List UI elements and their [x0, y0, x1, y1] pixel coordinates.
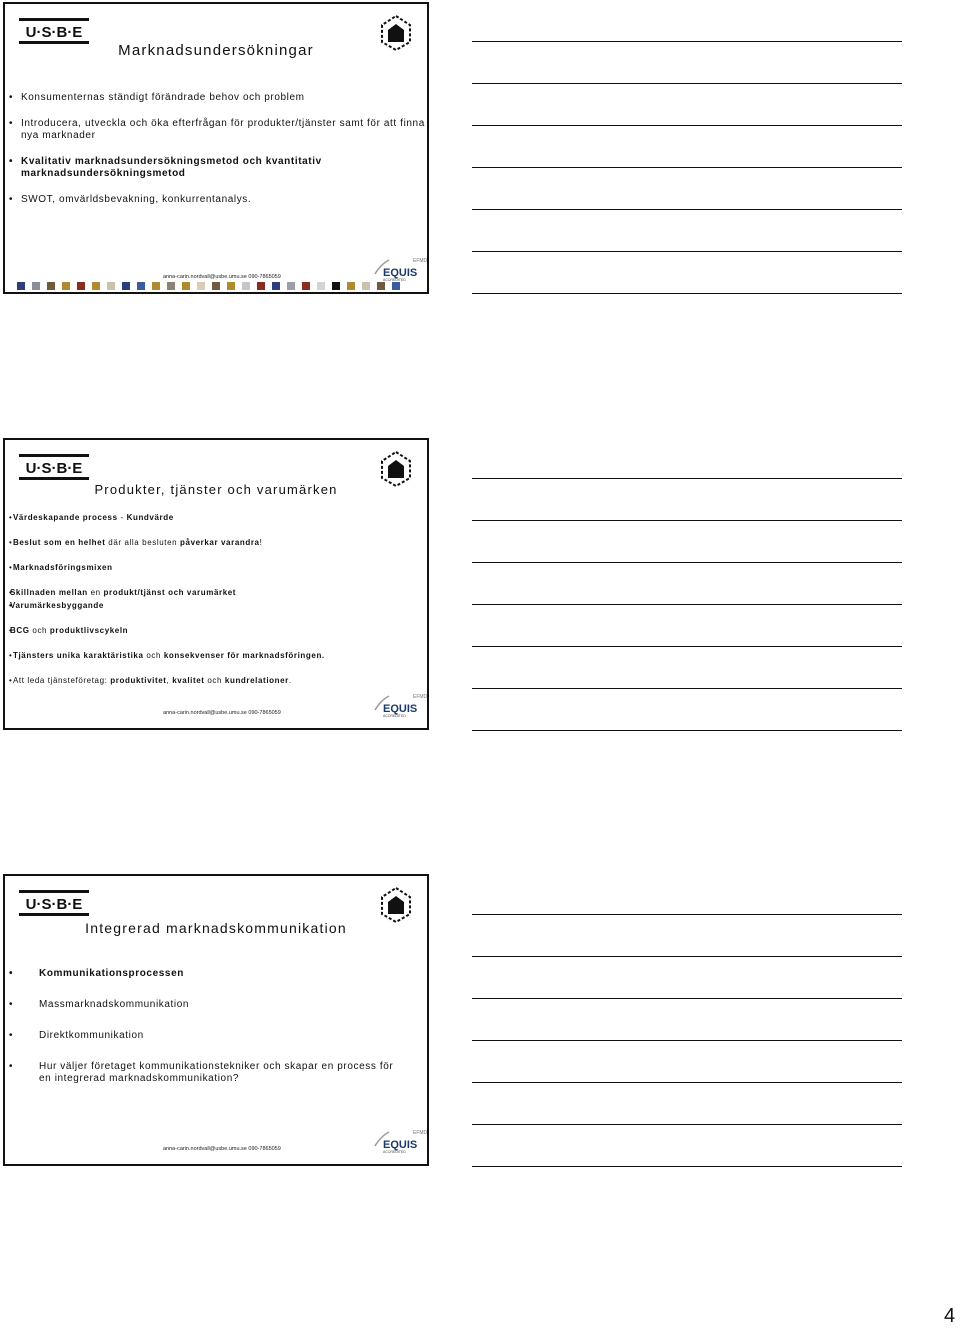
- note-line: [472, 646, 902, 647]
- color-square: [332, 282, 340, 290]
- svg-text:U·S·B·E: U·S·B·E: [25, 896, 83, 913]
- note-line: [472, 956, 902, 957]
- color-square: [137, 282, 145, 290]
- color-square: [152, 282, 160, 290]
- svg-text:EQUIS: EQUIS: [383, 1139, 418, 1151]
- note-line: [472, 998, 902, 999]
- note-line: [472, 914, 902, 915]
- university-seal-icon: [377, 884, 415, 924]
- color-square: [287, 282, 295, 290]
- note-line: [472, 293, 902, 294]
- color-square: [362, 282, 370, 290]
- color-square: [317, 282, 325, 290]
- note-line: [472, 520, 902, 521]
- list-item: • Värdeskapande process - Kundvärde: [5, 512, 427, 524]
- slide-title: Produkter, tjänster och varumärken: [94, 482, 338, 497]
- equis-logo: [373, 1126, 428, 1154]
- note-line: [472, 125, 902, 126]
- color-square: [167, 282, 175, 290]
- note-line: [472, 1040, 902, 1041]
- list-item: • Kvalitativ marknadsundersökningsmetod och kvantitativ marknadsundersökningsmetod: [5, 156, 427, 180]
- slide-title: Integrerad marknadskommunikation: [85, 920, 347, 936]
- svg-text:EFMD: EFMD: [413, 694, 428, 700]
- color-square: [77, 282, 85, 290]
- color-square: [227, 282, 235, 290]
- svg-text:EFMD: EFMD: [413, 258, 428, 264]
- color-square: [17, 282, 25, 290]
- color-square: [107, 282, 115, 290]
- svg-text:U·S·B·E: U·S·B·E: [25, 460, 83, 477]
- color-square: [32, 282, 40, 290]
- svg-text:ACCREDITED: ACCREDITED: [383, 1150, 406, 1154]
- note-line: [472, 1124, 902, 1125]
- svg-text:EQUIS: EQUIS: [383, 267, 418, 279]
- color-square: [182, 282, 190, 290]
- contact-info: anna-carin.nordvall@usbe.umu.se 090-7865059: [163, 274, 281, 280]
- usbe-logo: [19, 452, 89, 482]
- color-square: [272, 282, 280, 290]
- color-square: [92, 282, 100, 290]
- svg-text:ACCREDITED: ACCREDITED: [383, 278, 406, 282]
- contact-info: anna-carin.nordvall@usbe.umu.se 090-7865059: [163, 1146, 281, 1152]
- list-item: • Kommunikationsprocessen: [5, 968, 427, 980]
- svg-text:ACCREDITED: ACCREDITED: [383, 714, 406, 718]
- list-item: • Marknadsföringsmixen: [5, 562, 427, 574]
- bullet-list: [5, 512, 427, 687]
- svg-text:EQUIS: EQUIS: [383, 703, 418, 715]
- list-item: • Direktkommunikation: [5, 1030, 427, 1042]
- color-square: [62, 282, 70, 290]
- equis-logo: [373, 690, 428, 718]
- list-item: • Varumärkesbyggande: [5, 600, 427, 612]
- list-item: • Introducera, utveckla och öka efterfrågan för produkter/tjänster samt för att finna nya marknader: [5, 118, 427, 142]
- color-square: [377, 282, 385, 290]
- note-line: [472, 604, 902, 605]
- list-item: • SWOT, omvärldsbevakning, konkurrentanalys.: [5, 194, 427, 206]
- note-line: [472, 730, 902, 731]
- note-line: [472, 562, 902, 563]
- list-item: • Skillnaden mellan en produkt/tjänst och varumärket: [5, 587, 427, 599]
- color-square: [242, 282, 250, 290]
- bullet-list: [5, 968, 427, 1085]
- usbe-logo: [19, 888, 89, 918]
- note-line: [472, 41, 902, 42]
- list-item: • Tjänsters unika karaktäristika och konsekvenser för marknadsföringen.: [5, 650, 427, 662]
- note-line: [472, 209, 902, 210]
- note-line: [472, 1082, 902, 1083]
- color-squares: [17, 282, 415, 290]
- note-line: [472, 478, 902, 479]
- page-number: 4: [944, 1305, 956, 1327]
- list-item: • Hur väljer företaget kommunikationstekniker och skapar en process för en integrerad marknadskommunikation?: [5, 1061, 427, 1085]
- slide-title: Marknadsundersökningar: [118, 42, 314, 59]
- color-square: [392, 282, 400, 290]
- note-line: [472, 688, 902, 689]
- slide-3: [3, 874, 429, 1166]
- equis-logo: [373, 254, 428, 282]
- color-square: [122, 282, 130, 290]
- color-square: [347, 282, 355, 290]
- color-square: [257, 282, 265, 290]
- contact-info: anna-carin.nordvall@usbe.umu.se 090-7865059: [163, 710, 281, 716]
- bullet-list: [5, 92, 427, 206]
- note-line: [472, 83, 902, 84]
- slide-2: [3, 438, 429, 730]
- list-item: • Beslut som en helhet där alla besluten påverkar varandra!: [5, 537, 427, 549]
- color-square: [302, 282, 310, 290]
- list-item: • Konsumenternas ständigt förändrade behov och problem: [5, 92, 427, 104]
- list-item: • Massmarknadskommunikation: [5, 999, 427, 1011]
- svg-text:EFMD: EFMD: [413, 1130, 428, 1136]
- svg-text:U·S·B·E: U·S·B·E: [25, 24, 83, 41]
- note-line: [472, 1166, 902, 1167]
- slide-1: [3, 2, 429, 294]
- list-item: • Att leda tjänsteföretag: produktivitet, kvalitet och kundrelationer.: [5, 675, 427, 687]
- color-square: [197, 282, 205, 290]
- color-square: [212, 282, 220, 290]
- list-item: • BCG och produktlivscykeln: [5, 625, 427, 637]
- note-line: [472, 251, 902, 252]
- color-square: [47, 282, 55, 290]
- note-line: [472, 167, 902, 168]
